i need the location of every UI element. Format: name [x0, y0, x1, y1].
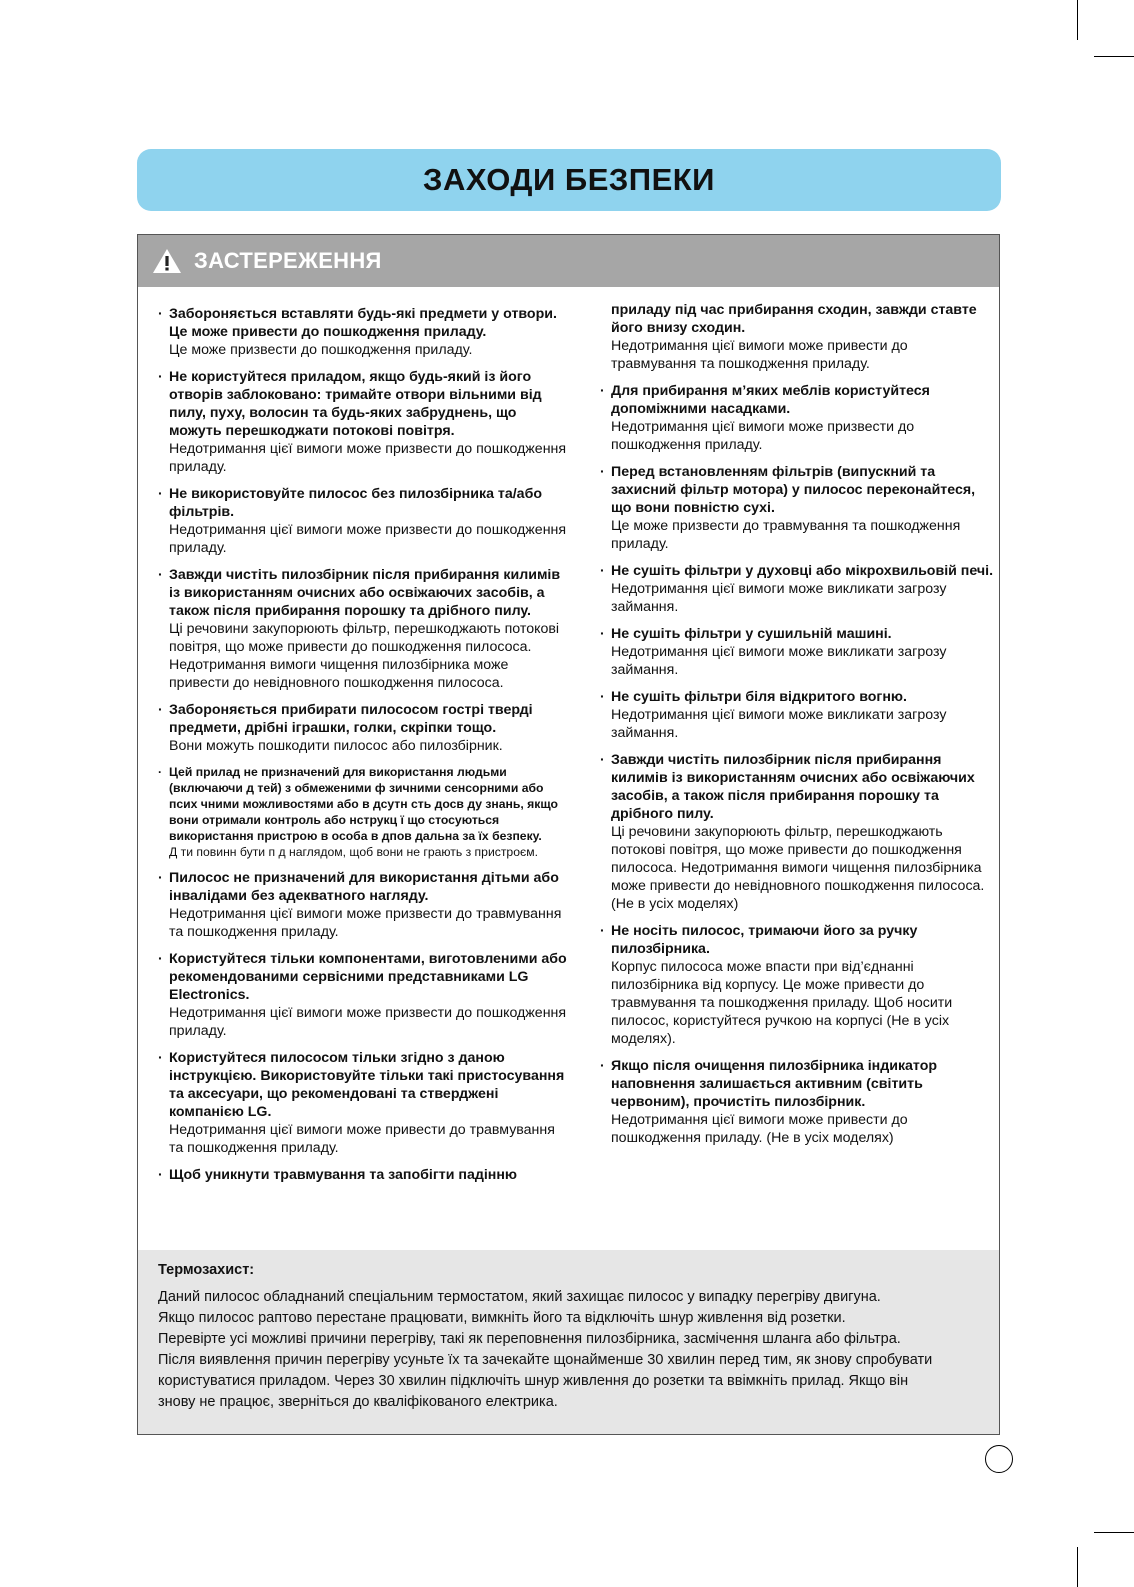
list-item: · Пилосос не призначений для використання дітьми або інвалідами без адекватного нагляду. Недотримання цієї вимоги може призвести до травмування та пошкодження приладу. — [158, 870, 562, 940]
list-item: · Завжди чистіть пилозбірник після прибирання килимів із використанням очисних або освіжаючих засобів, а також після прибирання порошку та дрібного пилу. Ці речовини закупорюють фільтр, перешкоджають потокові повітря, що може привести до пошкодження пилососа. Недотримання вимоги чищення пилозбірника може привести до невідновного пошкодження пилососа. (Не в усіх моделях) — [600, 752, 985, 912]
right-column — [600, 301, 995, 1156]
list-item: · Не носіть пилосос, тримаючи його за ручку пилозбірника. Корпус пилососа може впасти при від’єднанні пилозбірника від корпусу. Це може привести до травмування та пошкодження приладу. Щоб носити пилосос, користуйтеся ручкою на корпусі (Не в усіх моделях). — [600, 923, 953, 1047]
thermal-line: Після виявлення причин перегріву усуньте їх та зачекайте щонайменше 30 хвилин перед тим, як знову спробувати — [158, 1352, 933, 1368]
crop-mark-top — [1077, 0, 1078, 40]
crop-mark-right-bottom — [1094, 1532, 1134, 1533]
thermal-line: користуватися приладом. Через 30 хвилин підключіть шнур живлення до розетки та ввімкніть прилад. Якщо він — [158, 1373, 909, 1389]
left-column — [158, 305, 568, 1193]
warning-header — [138, 235, 999, 287]
list-item: · Забороняється прибирати пилососом гострі тверді предмети, дрібні іграшки, голки, скріпки тощо. Вони можуть пошкодити пилосос або пилозбірник. — [158, 702, 533, 754]
page-title-banner — [137, 149, 1001, 211]
thermal-protection-section — [137, 1250, 1000, 1435]
list-item: · Цей прилад не призначений для використання людьми (включаючи д тей) з обмеженими ф зичними сенсорними або псих чними можливостями або в дсутн сть досв ду знань, якщо вони отримали контроль або нструкц ї що стосуються використання пристрою в особа в дпов дальна за їх безпеку. Д ти повинн бути п д наглядом, щоб вони не грають з пристроєм. — [158, 765, 558, 859]
list-item: · Для прибирання м’яких меблів користуйтеся допоміжними насадками. Недотримання цієї вимоги може призвести до пошкодження приладу. — [600, 383, 930, 453]
list-item: · Не використовуйте пилосос без пилозбірника та/або фільтрів. Недотримання цієї вимоги може призвести до пошкодження приладу. — [158, 486, 567, 556]
list-item: · Користуйтеся пилососом тільки згідно з даною інструкцією. Використовуйте тільки такі пристосування та аксесуари, що рекомендовані та стверджені компанією LG. Недотримання цієї вимоги може привести до травмування та пошкодження приладу. — [158, 1050, 565, 1156]
warning-section — [137, 234, 1000, 1251]
thermal-line: Перевірте усі можливі причини перегріву, такі як переповнення пилозбірника, засмічення шланга або фільтра. — [158, 1331, 901, 1347]
list-item-continuation: приладу під час прибирання сходин, завжди ставте його внизу сходин. Недотримання цієї вимоги може привести до травмування та пошкодження приладу. — [611, 302, 977, 372]
list-item: · Не користуйтеся приладом, якщо будь-який із його отворів заблоковано: тримайте отвори вільними від пилу, пуху, волосин та будь-яких забруднень, що можуть перешкоджати потокові повітря. Недотримання цієї вимоги може призвести до пошкодження приладу. — [158, 369, 567, 475]
page-title: ЗАХОДИ БЕЗПЕКИ — [423, 162, 715, 197]
crop-mark-bottom — [1077, 1547, 1078, 1587]
list-item: · Не сушіть фільтри біля відкритого вогню. Недотримання цієї вимоги може викликати загрозу займання. — [600, 689, 947, 741]
list-item: · Не сушіть фільтри у сушильній машині. Недотримання цієї вимоги може викликати загрозу займання. — [600, 626, 947, 678]
thermal-title: Термозахист: — [158, 1262, 255, 1278]
list-item: · Забороняється вставляти будь-які предмети у отвори. Це може привести до пошкодження приладу. Це може призвести до пошкодження приладу. — [158, 306, 557, 358]
page-number-circle — [985, 1445, 1013, 1473]
thermal-line: знову не працює, зверніться до кваліфікованого електрика. — [158, 1394, 558, 1410]
thermal-body — [158, 1287, 979, 1413]
list-item: · Якщо після очищення пилозбірника індикатор наповнення залишається активним (світить червоним), прочистіть пилозбірник. Недотримання цієї вимоги може привести до пошкодження приладу. (Не в усіх моделях) — [600, 1058, 938, 1146]
crop-mark-right-top — [1094, 56, 1134, 57]
warning-triangle-icon — [152, 248, 182, 274]
thermal-line: Якщо пилосос раптово перестане працювати, вимкніть його та відключіть шнур живлення від розетки. — [158, 1310, 846, 1326]
list-item: · Перед встановленням фільтрів (випускний та захисний фільтр мотора) у пилосос переконайтеся, що вони повністю сухі. Це може призвести до травмування та пошкодження приладу. — [600, 464, 976, 552]
list-item: · Щоб уникнути травмування та запобігти падінню — [158, 1167, 518, 1183]
list-item: · Не сушіть фільтри у духовці або мікрохвильовій печі. Недотримання цієї вимоги може викликати загрозу займання. — [600, 563, 994, 615]
thermal-line: Даний пилосос обладнаний спеціальним термостатом, який захищає пилосос у випадку перегріву двигуна. — [158, 1289, 881, 1305]
warning-title: ЗАСТЕРЕЖЕННЯ — [194, 248, 382, 273]
list-item: · Користуйтеся тільки компонентами, виготовленими або рекомендованими сервісними представниками LG Electronics. Недотримання цієї вимоги може призвести до пошкодження приладу. — [158, 951, 567, 1039]
list-item: · Завжди чистіть пилозбірник після прибирання килимів із використанням очисних або освіжаючих засобів, а також після прибирання порошку та дрібного пилу. Ці речовини закупорюють фільтр, перешкоджають потокові повітря, що може привести до пошкодження пилососа. Недотримання вимоги чищення пилозбірника може привести до невідновного пошкодження пилососа. — [158, 567, 561, 691]
